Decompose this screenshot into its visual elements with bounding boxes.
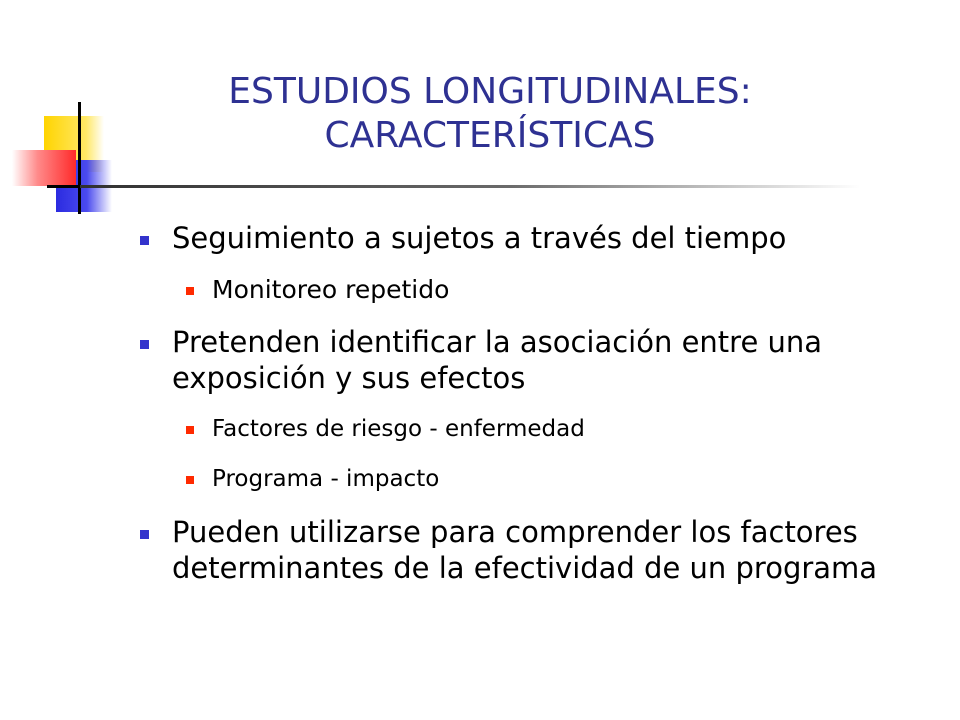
bullet-square-icon bbox=[140, 530, 149, 539]
title-underline bbox=[80, 185, 860, 188]
logo-vertical-line bbox=[78, 102, 81, 214]
slide-title-line-2: CARACTERÍSTICAS bbox=[324, 115, 656, 156]
sub-bullet-square-icon bbox=[186, 287, 194, 295]
slide-title bbox=[150, 70, 830, 158]
logo-red-square bbox=[12, 150, 76, 186]
bullet-text: Pueden utilizarse para comprender los factores determinantes de la efectividad de un programa bbox=[172, 515, 878, 585]
slide-title-line-1: ESTUDIOS LONGITUDINALES: bbox=[228, 71, 752, 112]
sub-bullet-text: Factores de riesgo - enfermedad bbox=[212, 416, 585, 442]
sub-bullet-text: Monitoreo repetido bbox=[212, 275, 450, 304]
sub-bullet-square-icon bbox=[186, 426, 194, 434]
sub-bullet-square-icon bbox=[186, 476, 194, 484]
bullet-square-icon bbox=[140, 340, 149, 349]
bullet-item bbox=[140, 514, 920, 586]
sub-bullet-item bbox=[140, 274, 920, 306]
sub-bullet-item bbox=[140, 464, 920, 494]
decorative-logo bbox=[0, 0, 140, 230]
bullet-square-icon bbox=[140, 236, 149, 245]
bullet-list bbox=[140, 220, 920, 604]
bullet-item bbox=[140, 324, 920, 396]
sub-bullet-item bbox=[140, 414, 920, 444]
bullet-item bbox=[140, 220, 920, 256]
bullet-text: Pretenden identificar la asociación entre una exposición y sus efectos bbox=[172, 325, 823, 395]
bullet-text: Seguimiento a sujetos a través del tiempo bbox=[172, 221, 787, 255]
sub-bullet-text: Programa - impacto bbox=[212, 466, 440, 492]
